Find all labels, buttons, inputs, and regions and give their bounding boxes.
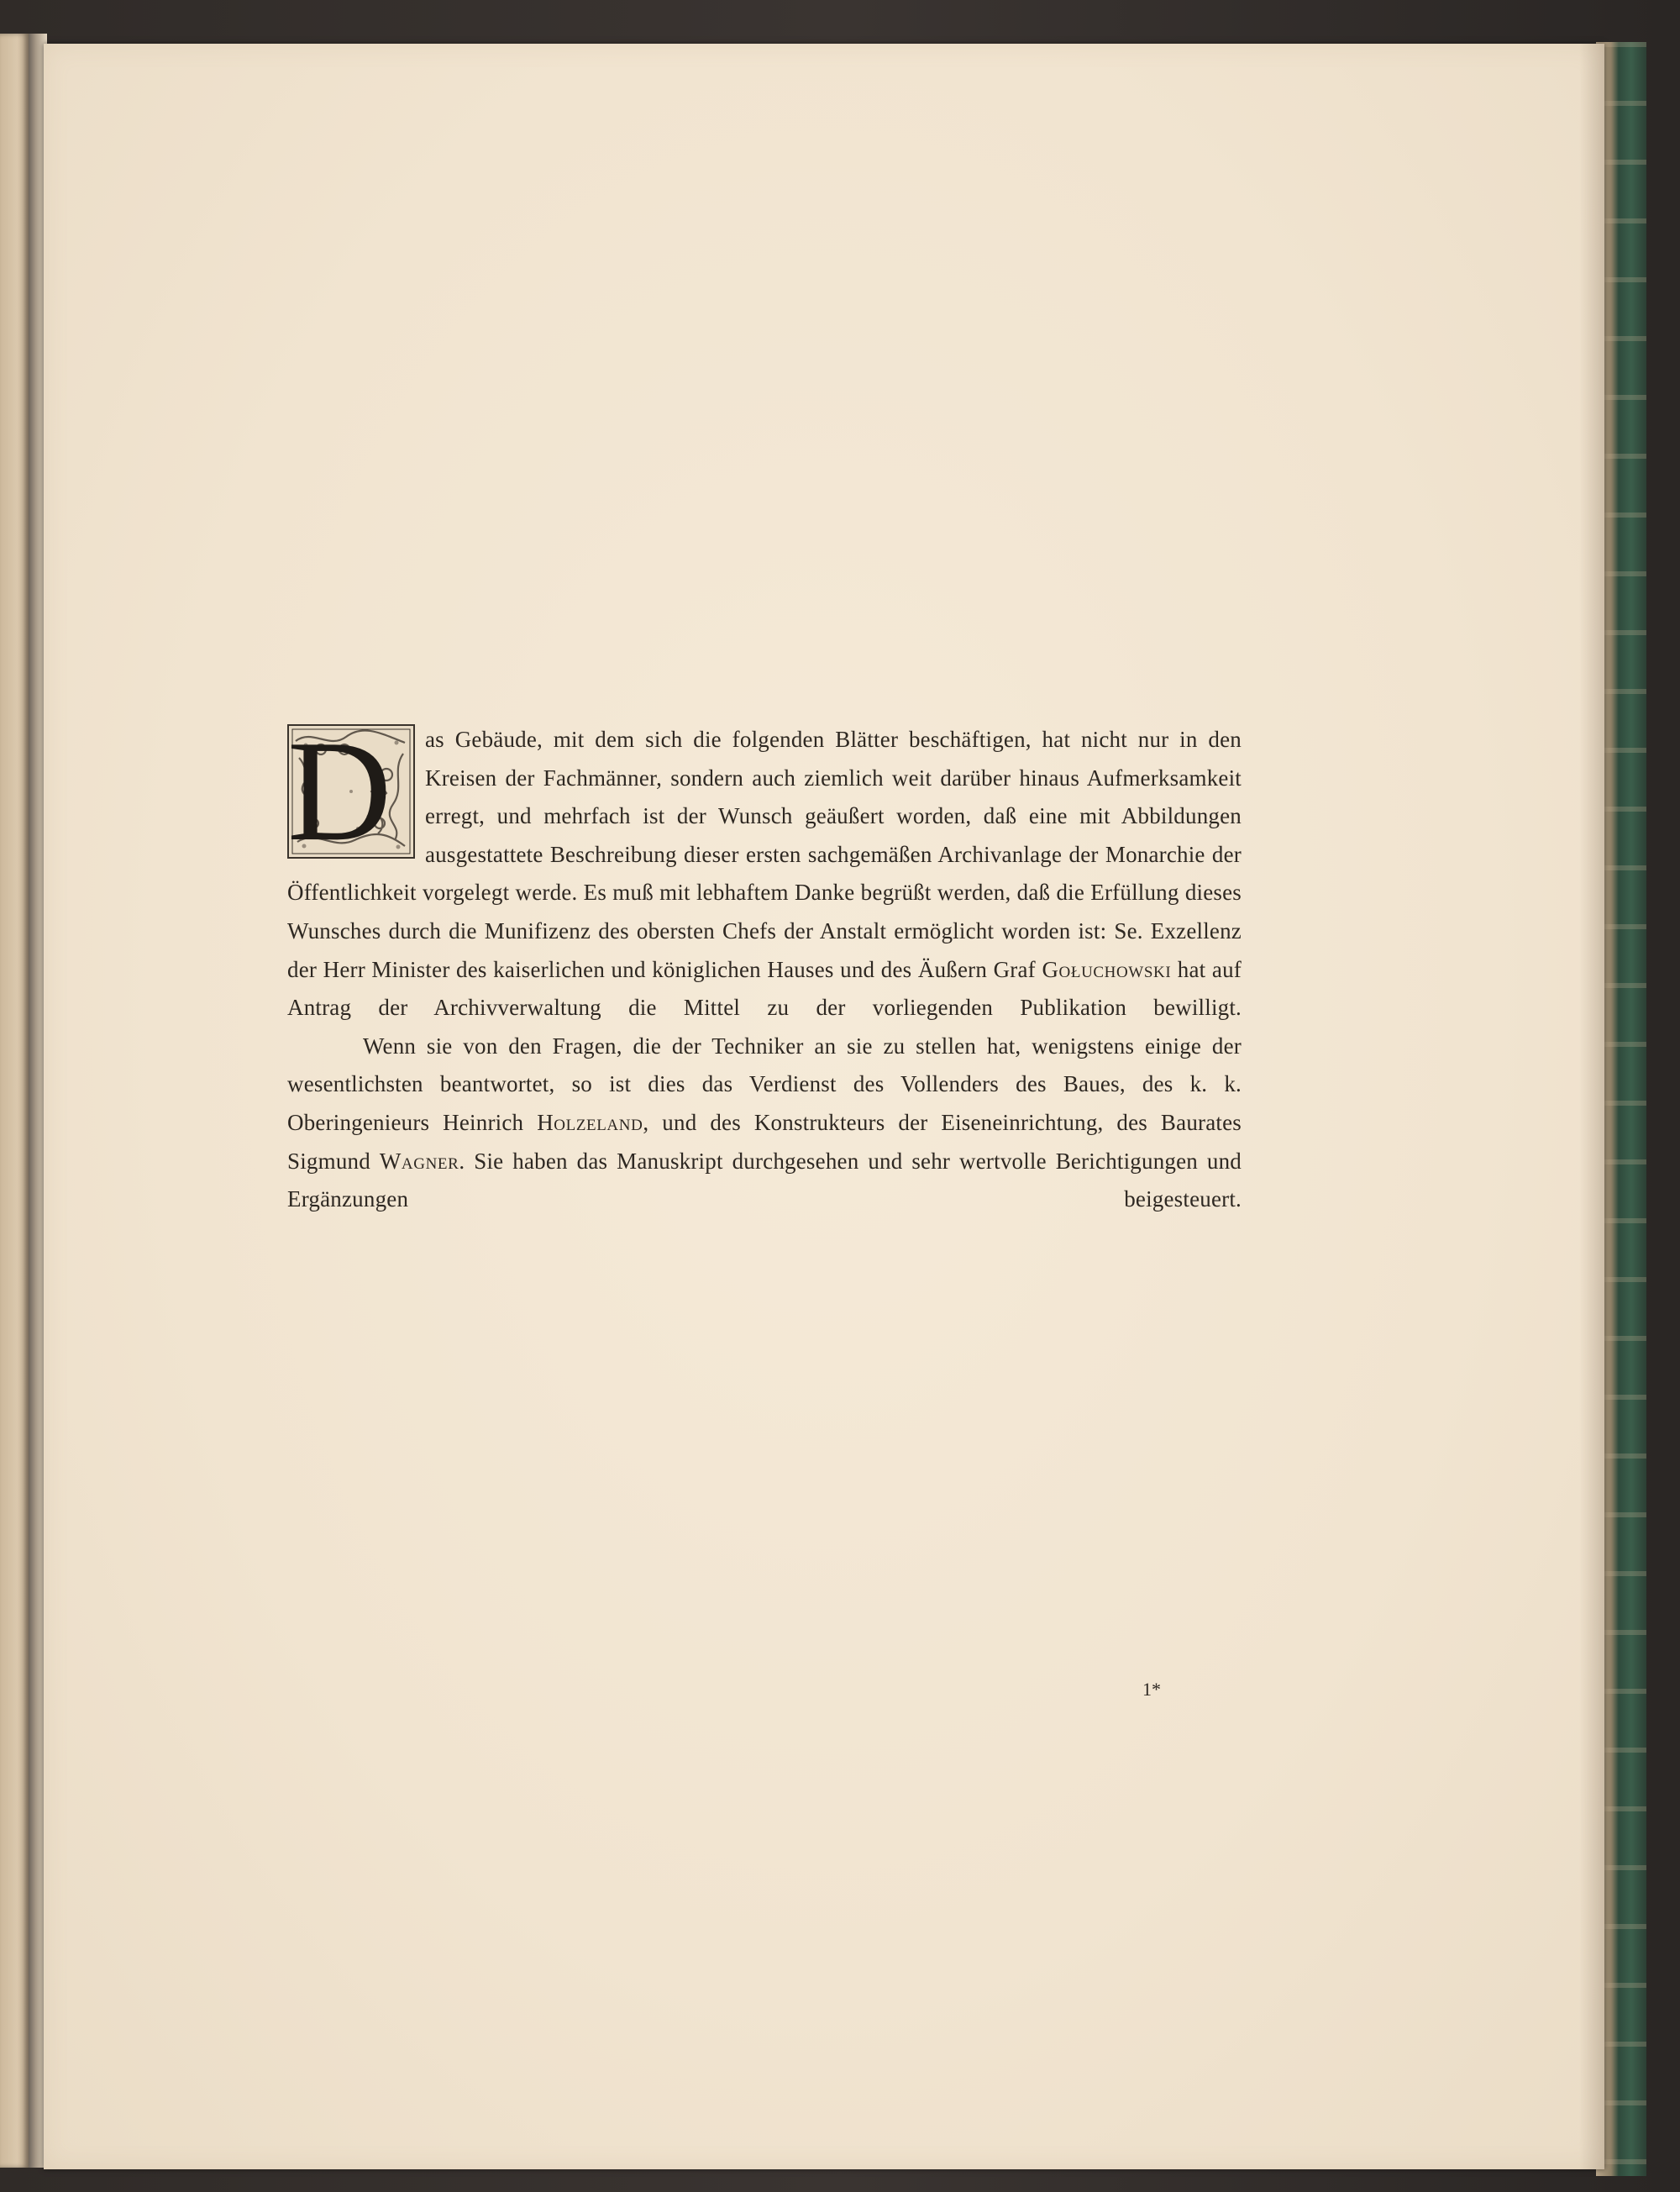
name-goluchowski: Gołuchowski (1042, 956, 1172, 982)
drop-cap-letter: D (287, 712, 392, 871)
name-wagner: Wagner (379, 1148, 459, 1174)
paragraph-2 (287, 1028, 1242, 1219)
page-number: 1* (1142, 1679, 1161, 1700)
paragraph-1-lead-text: as Gebäude, mit dem sich die folgenden Blätter beschäftigen, hat nicht nur in den Kreisen der Fachmänner, sondern auch ziemlich weit darüber hinaus Aufmerksamkeit erregt, und mehrfach ist der Wunsch geäußert worden, daß eine mit Abbildungen ausgestattete Beschreibung dieser ersten sachgemäßen Archivanlage der Monarchie der Öffentlichkeit vorgelegt werde. Es muß mit lebhaftem Danke begrüßt werden, daß die Erfüllung dieses Wunsches durch die Munifizenz des obersten Chefs der Anstalt ermöglicht worden ist: Se. Exzellenz der Herr Minister des kaiserlichen und königlichen Hauses und des Äußern Graf (287, 727, 1242, 982)
name-holzeland: Holzeland (537, 1109, 643, 1135)
body-text (287, 712, 1242, 1219)
previous-page-edge (0, 34, 29, 2168)
paragraph-1-tail-text: hat auf Antrag der Archivverwaltung die Mittel zu der vorliegenden Publikation bewilligt. (287, 956, 1242, 1021)
ornamental-initial (287, 712, 415, 871)
paragraph-2-lead-text: Wenn sie von den Fragen, die der Techniker an sie zu stellen hat, wenigstens einige der wesentlichsten beantwortet, so ist dies das Verdienst des Vollenders des Baues, des k. k. Oberingenieurs Heinrich (287, 1033, 1242, 1135)
paragraph-1 (287, 712, 1242, 1028)
paragraph-2-middle-text: , und des Konstrukteurs der Eiseneinrichtung, des Baurates Sigmund (287, 1109, 1242, 1174)
page-edge-shadow (1579, 44, 1604, 2169)
paragraph-2-tail-text: . Sie haben das Manuskript durchgesehen und sehr wertvolle Berichtigungen und Ergänzungen beigesteuert. (287, 1148, 1242, 1212)
